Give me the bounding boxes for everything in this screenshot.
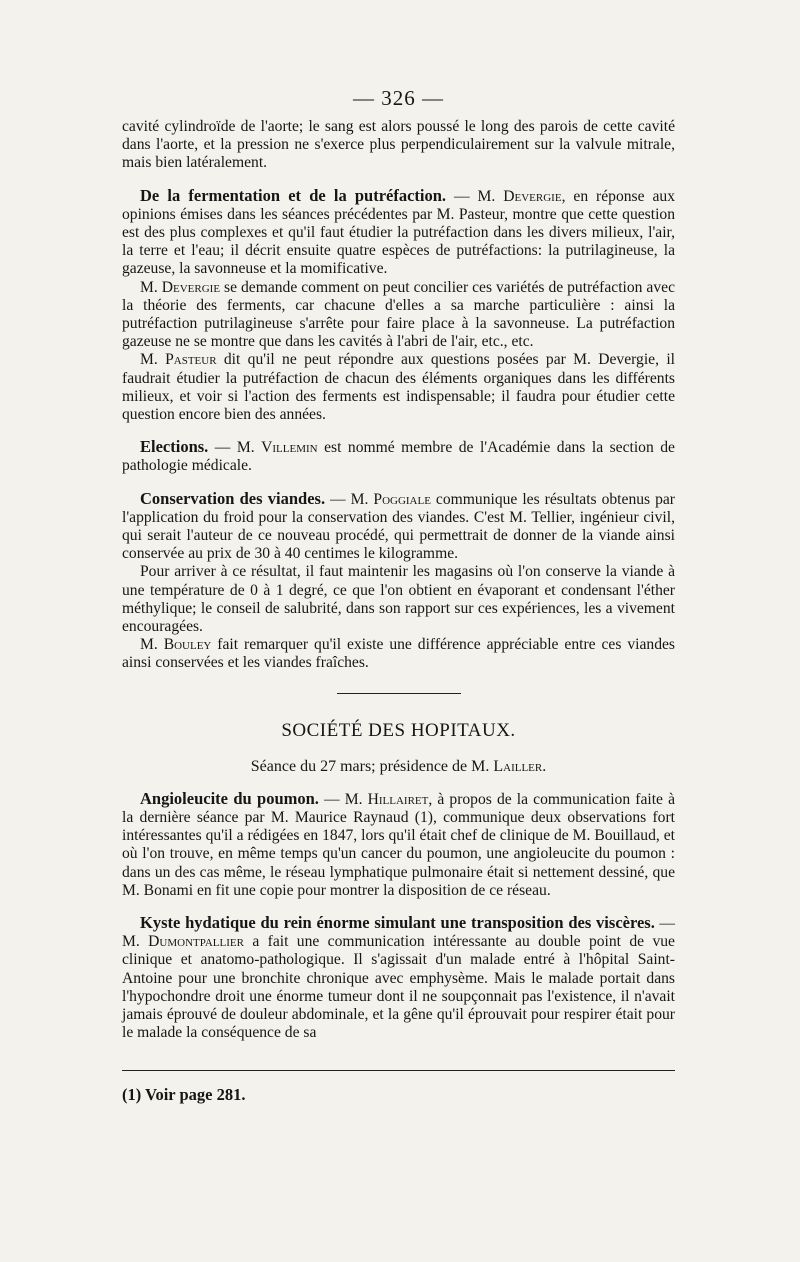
footnote-divider xyxy=(122,1070,675,1071)
paragraph-aorte: cavité cylindroïde de l'aorte; le sang est alors poussé le long des parois de cette cavité dans l'aorte, et la pression ne s'exerce plus perpendiculairement sur la valvule mitrale, mais bien latéralement. xyxy=(122,118,675,172)
heading-kyste: Kyste hydatique du rein énorme simulant une transposition des viscères. xyxy=(140,912,655,932)
paragraph-pasteur: M. Pasteur dit qu'il ne peut répondre aux questions posées par M. Devergie, il faudrait étudier la putréfaction de chacun des éléments organiques dans les différents milieux, et voir si l'action des ferments est indispensable; il faudra pour étudier cette question encore bien des années. xyxy=(122,351,675,424)
section-divider xyxy=(337,693,461,694)
author-name: Poggiale xyxy=(373,490,431,508)
section-title: SOCIÉTÉ DES HOPITAUX. xyxy=(281,719,516,741)
author-name: Dumontpallier xyxy=(148,933,244,951)
paragraph-angioleucite: Angioleucite du poumon. — M. Hillairet, à propos de la communication faite à la dernière séance par M. Maurice Raynaud (1), communique deux observations fort intéressantes qu'il a rédigées en 1847, lors qu'il était chef de clinique de M. Bouillaud, et où l'on trouve, en même temps qu'un cancer du poumon, une angioleucite du poumon : dans un des cas même, le réseau lymphatique pulmonaire était si nettement dessiné, que M. Bonami en fit une copie pour montrer la disposition de ce réseau. xyxy=(122,788,675,899)
author-name: Pasteur xyxy=(165,351,217,369)
author-name: Villemin xyxy=(261,439,318,457)
author-name: Devergie xyxy=(161,278,221,296)
seance-line: Séance du 27 mars; présidence de M. Lailler. xyxy=(250,757,547,775)
heading-conservation: Conservation des viandes. xyxy=(140,488,326,508)
paragraph-fermentation: De la fermentation et de la putréfaction. — M. Devergie, en réponse aux opinions émises dans les séances précédentes par M. Pasteur, montre que cette question est des plus complexes et qu'il faut étudier la putréfaction dans les divers milieux, l'air, la terre et l'eau; il décrit ensuite quatre espèces de putréfactions: la putrilagineuse, la gazeuse, la savonneuse et la momificative. xyxy=(122,185,676,278)
paragraph-kyste: Kyste hydatique du rein énorme simulant une transposition des viscères. — M. Dumontpallier a fait une communication intéressante au double point de vue clinique et anatomo-pathologique. Il s'agissait d'un malade entré à l'hôpital Saint-Antoine pour une bronchite chronique avec emphysème. Mais le malade portait dans l'hypochondre droit une énorme tumeur dont il ne soupçonnait pas l'existence, il n'avait jamais éprouvé de douleur abdominale, et la gêne qu'il éprouvait pour respirer était pour le malade la conséquence de sa xyxy=(122,912,675,1042)
heading-angioleucite: Angioleucite du poumon. xyxy=(140,788,319,808)
paragraph-elections: Elections. — M. Villemin est nommé membre de l'Académie dans la section de pathologie médicale. xyxy=(122,437,675,475)
author-name: Hillairet xyxy=(367,790,429,808)
author-name: Devergie xyxy=(503,187,562,205)
footnote: (1) Voir page 281. xyxy=(122,1085,246,1105)
heading-fermentation: De la fermentation et de la putréfaction. xyxy=(140,185,447,205)
paragraph-temperature: Pour arriver à ce résultat, il faut maintenir les magasins où l'on conserve la viande à une température de 0 à 1 degré, ce que l'on obtient en évaporant et condensant l'éther méthylique; le conseil de salubrité, dans son rapport sur ces expériences, les a vivement encouragées. xyxy=(122,563,675,636)
page-number: — 326 — xyxy=(353,86,444,110)
paragraph-devergie: M. Devergie se demande comment on peut concilier ces variétés de putréfaction avec la théorie des ferments, car chacune d'elles a sa marche particulière : ainsi la putréfaction putrilagineuse s'arrête pour faire place à la savonneuse. La putréfaction gazeuse ne se montre que dans les cavités à l'abri de l'air, etc., etc. xyxy=(122,278,675,351)
president-name: Lailler xyxy=(493,757,543,775)
author-name: Bouley xyxy=(163,636,212,654)
paragraph-conservation: Conservation des viandes. — M. Poggiale communique les résultats obtenus par l'application du froid pour la conservation des viandes. C'est M. Tellier, ingénieur civil, qui serait l'auteur de ce nouveau procédé, qui permettrait de donner de la viande ainsi conservée au prix de 30 à 40 centimes le kilogramme. xyxy=(122,488,675,563)
heading-elections: Elections. xyxy=(140,437,209,457)
paragraph-bouley: M. Bouley fait remarquer qu'il existe une différence appréciable entre ces viandes ainsi conservées et les viandes fraîches. xyxy=(122,636,675,672)
